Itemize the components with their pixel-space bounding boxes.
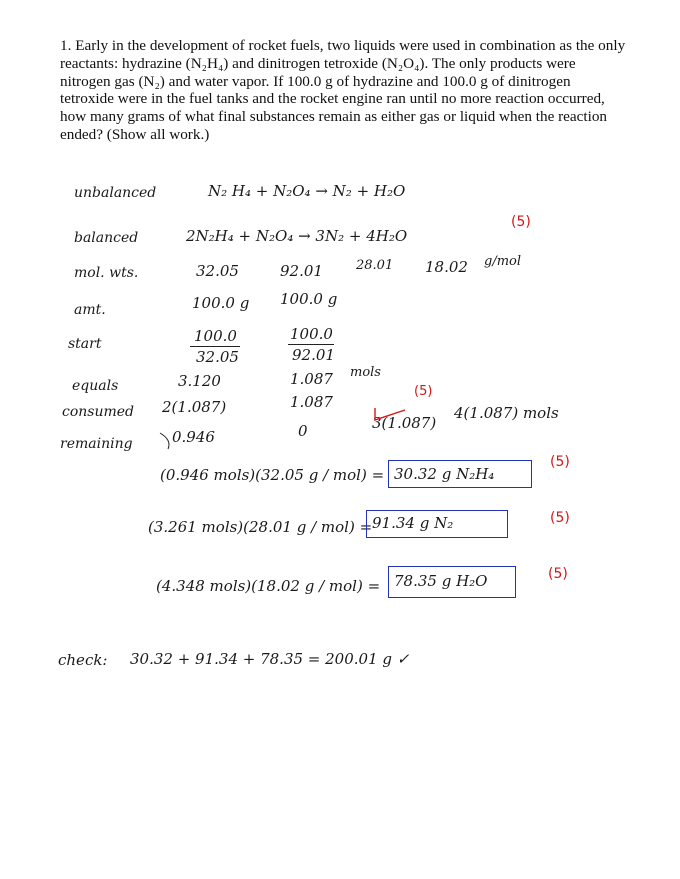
start-hydrazine-numerator: 100.0 <box>194 327 237 345</box>
check-label: check: <box>58 651 108 669</box>
equals-label: equals <box>72 378 119 394</box>
amt-label: amt. <box>74 302 106 318</box>
remaining-hydrazine: 0.946 <box>172 428 215 446</box>
problem-number: 1. <box>60 37 72 54</box>
amt-tetroxide: 100.0 g <box>280 290 338 308</box>
start-tetroxide-denominator: 92.01 <box>292 346 335 364</box>
consumed-label: consumed <box>62 404 135 420</box>
balanced-equation: 2N₂H₄ + N₂O₄ → 3N₂ + 4H₂O <box>186 227 408 245</box>
calc-nitrogen-expression: (3.261 mols)(28.01 g / mol) = <box>148 518 373 536</box>
balanced-label: balanced <box>74 230 139 246</box>
calc-nitrogen-result: 91.34 g N₂ <box>372 514 454 532</box>
balanced-score: (5) <box>511 214 531 230</box>
calc-water-expression: (4.348 mols)(18.02 g / mol) = <box>156 577 381 595</box>
molwt-nitrogen: 28.01 <box>356 258 394 273</box>
molwt-tetroxide: 92.01 <box>280 262 323 280</box>
start-tetroxide-numerator: 100.0 <box>290 325 333 343</box>
calc-nitrogen-score: (5) <box>550 510 570 526</box>
problem-text: Early in the development of rocket fuels, two liquids were used in combination as the only reactants: hydrazine (N₂H₄) and dinitrogen tetroxide (N₂O₄). The only products were nitrogen gas (N₂) and water vapor. If 100.0 g of hydrazine and 100.0 g of dinitrogen tetroxide were in the fuel tanks and the rocket engine ran until no more reaction occurred, how many grams of what final substances remain as either gas or liquid when the reaction ended? (Show all work.) <box>60 37 626 143</box>
calc-hydrazine-score: (5) <box>550 454 570 470</box>
calc-hydrazine-expression: (0.946 mols)(32.05 g / mol) = <box>160 466 385 484</box>
products-water: 4(1.087) mols <box>454 404 559 422</box>
check-text: 30.32 + 91.34 + 78.35 = 200.01 g ✓ <box>130 650 410 668</box>
amt-hydrazine: 100.0 g <box>192 294 250 312</box>
products-nitrogen: 3(1.087) <box>372 414 437 432</box>
unbalanced-label: unbalanced <box>74 185 157 201</box>
calc-water-score: (5) <box>548 566 568 582</box>
molwt-water: 18.02 <box>425 258 468 276</box>
underline-stroke <box>160 433 169 449</box>
calc-hydrazine-result: 30.32 g N₂H₄ <box>394 465 495 483</box>
equals-tetroxide: 1.087 <box>290 370 333 388</box>
molwt-hydrazine: 32.05 <box>196 262 239 280</box>
products-score: (5) <box>414 384 433 399</box>
unbalanced-equation: N₂ H₄ + N₂O₄ → N₂ + H₂O <box>208 182 406 200</box>
start-hydrazine-denominator: 32.05 <box>196 348 239 366</box>
products-bracket-mark <box>375 408 405 420</box>
equals-hydrazine: 3.120 <box>178 372 221 390</box>
consumed-tetroxide: 1.087 <box>290 393 333 411</box>
molwt-label: mol. wts. <box>74 265 139 281</box>
remaining-tetroxide: 0 <box>298 422 308 440</box>
remaining-label: remaining <box>60 436 133 452</box>
equals-unit: mols <box>350 365 381 380</box>
consumed-hydrazine: 2(1.087) <box>162 398 227 416</box>
molwt-unit: g/mol <box>484 254 522 269</box>
start-label: start <box>68 336 102 352</box>
calc-water-result: 78.35 g H₂O <box>394 572 488 590</box>
